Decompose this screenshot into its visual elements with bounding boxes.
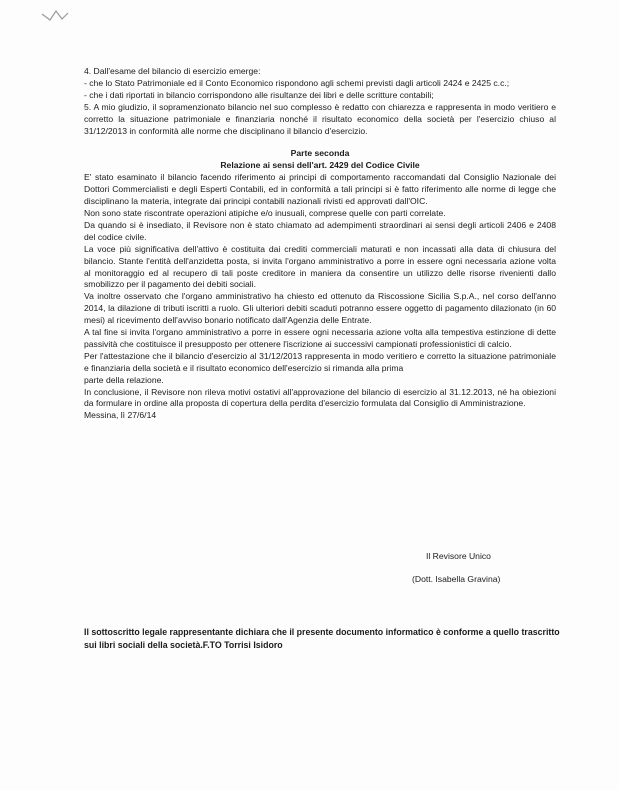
paragraph-principles: E' stato esaminato il bilancio facendo riferimento ai principi di comportamento raccomandati dal Consiglio Nazionale dei Dottori Commercialisti e degli Esperti Contabili, ed in conformità a tali principi si è fatto riferimento alle norme di legge che disciplinano la materia, integrate dai principi contabili nazionali rivisti ed approvati dall'OIC.: [84, 172, 556, 207]
paragraph-credits: La voce più significativa dell'attivo è costituita dai crediti commerciali maturati e non incassati alla data di chiusura del bilancio. Stante l'entità dell'anzidetta posta, si invita l'organo amministrativo a porre in essere ogni necessaria azione volta al monitoraggio ed al recupero di tali poste creditore in maniera da consentire un utilizzo delle risorse rivenienti dallo smobilizzo per il pagamento dei debiti sociali.: [84, 243, 556, 290]
signature-name: (Dott. Isabella Gravina): [412, 573, 501, 584]
paragraph-records: - che i dati riportati in bilancio corrispondono alle risultanze dei libri e delle scritture contabili;: [84, 89, 434, 100]
signature-role: Il Revisore Unico: [426, 551, 491, 561]
report-body: [84, 66, 556, 422]
conformity-declaration: Il sottoscritto legale rappresentante dichiara che il presente documento informatico è conforme a quello trascritto sui libri sociali della società.F.TO Torrisi Isidoro: [84, 626, 560, 651]
section-subtitle: Relazione ai sensi dell'art. 2429 del Codice Civile: [220, 160, 420, 171]
paragraph-schemes: - che lo Stato Patrimoniale ed il Conto Economico rispondono agli schemi previsti dagli articoli 2424 e 2425 c.c.;: [84, 77, 510, 88]
paragraph-liabilities: A tal fine si invita l'organo amministrativo a porre in essere ogni necessaria azione volta alla tempestiva estinzione di dette passività che costituisce il presupposto per ottenere l'iscrizione ai successivi campionati professionistici di calcio.: [84, 327, 556, 349]
section-title: Parte seconda: [290, 148, 350, 159]
paragraph-attestation-end: parte della relazione.: [84, 374, 164, 385]
place-date: Messina, lì 27/6/14: [84, 410, 157, 421]
paragraph-attestation: Per l'attestazione che il bilancio d'esercizio al 31/12/2013 rappresenta in modo veritiero e corretto la situazione patrimoniale e finanziaria della società e il risultato economico dell'esercizio si rimanda alla prima: [84, 350, 556, 373]
scan-mark: [40, 8, 70, 22]
paragraph-revisore: Da quando si è insediato, il Revisore non è stato chiamato ad adempimenti straordinari ai sensi degli articoli 2406 e 2408 del codice civile.: [84, 219, 556, 242]
paragraph-dilazione: Va inoltre osservato che l'organo amministrativo ha chiesto ed ottenuto da Riscossione Sicilia S.p.A., nel corso dell'anno 2014, la dilazione di tributi iscritti a ruolo. Gli ulteriori debiti scaduti potranno essere oggetto di pagamento dilazionato (in 60 mesi) al ricevimento dell'avviso bonario notificato dall'Agenzia delle Entrate.: [84, 291, 556, 326]
paragraph-operations: Non sono state riscontrate operazioni atipiche e/o inusuali, comprese quelle con parti correlate.: [84, 207, 446, 218]
signature-block: [412, 551, 500, 586]
paragraph-conclusion: In conclusione, il Revisore non rileva motivi ostativi all'approvazione del bilancio di esercizio al 31.12.2013, né ha obiezioni da formulare in ordine alla proposta di copertura della perdita d'esercizio formulata dal Consiglio di Amministrazione.: [84, 386, 556, 409]
paragraph-item-4: 4. Dall'esame del bilancio di esercizio emerge:: [84, 66, 261, 76]
paragraph-item-5: 5. A mio giudizio, il sopramenzionato bilancio nel suo complesso è redatto con chiarezza e rappresenta in modo veritiero e corretto la situazione patrimoniale e finanziaria nonché il risultato economico della società per l'esercizio chiuso al 31/12/2013 in conformità alle norme che disciplinano il bilancio d'esercizio.: [84, 101, 556, 136]
